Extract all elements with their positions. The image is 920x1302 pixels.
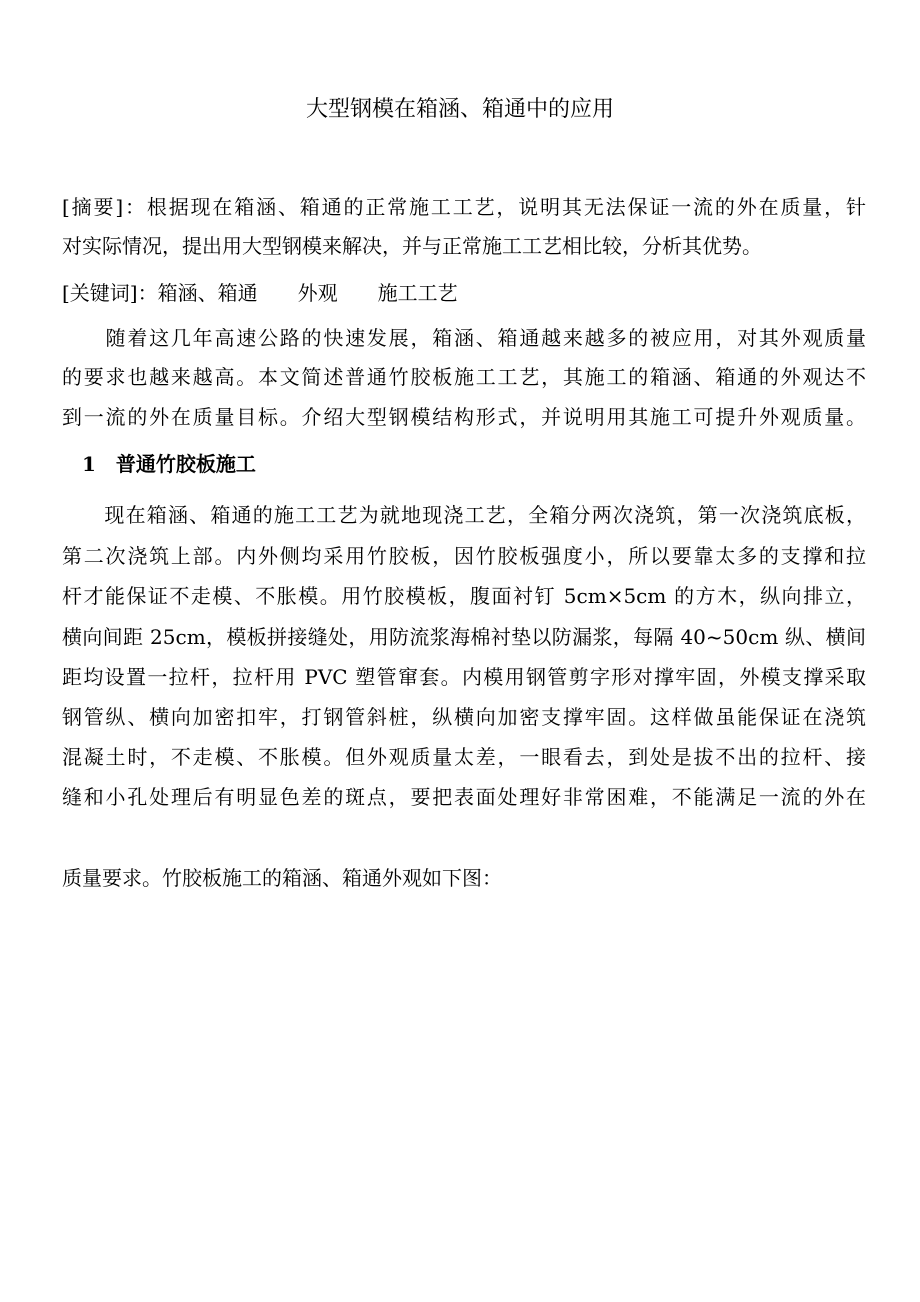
intro-line: 到一流的外在质量目标。介绍大型钢模结构形式，并说明用其施工可提升外观质量。 — [62, 405, 866, 429]
body-line: 距均设置一拉杆，拉杆用 PVC 塑管窜套。内模用钢管剪字形对撑牢固，外模支撑采取 — [62, 665, 866, 689]
body-line: 现在箱涵、箱通的施工工艺为就地现浇工艺，全箱分两次浇筑，第一次浇筑底板， — [62, 503, 866, 527]
section-heading: 1 普通竹胶板施工 — [62, 452, 256, 476]
abstract-line: [摘要]：根据现在箱涵、箱通的正常施工工艺，说明其无法保证一流的外在质量，针 — [62, 195, 866, 219]
body-line: 第二次浇筑上部。内外侧均采用竹胶板，因竹胶板强度小，所以要靠太多的支撑和拉 — [62, 544, 866, 568]
body-line: 缝和小孔处理后有明显色差的斑点，要把表面处理好非常困难，不能满足一流的外在 — [62, 785, 866, 809]
intro-line: 的要求也越来越高。本文简述普通竹胶板施工工艺，其施工的箱涵、箱通的外观达不 — [62, 365, 866, 389]
body-line: 混凝土时，不走模、不胀模。但外观质量太差，一眼看去，到处是拔不出的拉杆、接 — [62, 745, 866, 769]
body-line: 横向间距 25cm，模板拼接缝处，用防流浆海棉衬垫以防漏浆，每隔 40~50cm 纵、横间 — [62, 625, 866, 649]
abstract-line: 对实际情况，提出用大型钢模来解决，并与正常施工工艺相比较，分析其优势。 — [62, 234, 762, 258]
keywords-line: [关键词]：箱涵、箱通 外观 施工工艺 — [62, 281, 458, 305]
body-line: 钢管纵、横向加密扣牢，打钢管斜桩，纵横向加密支撑牢固。这样做虽能保证在浇筑 — [62, 705, 866, 729]
intro-line: 随着这几年高速公路的快速发展，箱涵、箱通越来越多的被应用，对其外观质量 — [62, 326, 866, 350]
document-title: 大型钢模在箱涵、箱通中的应用 — [305, 97, 614, 122]
body-line: 质量要求。竹胶板施工的箱涵、箱通外观如下图： — [62, 866, 502, 890]
body-line: 杆才能保证不走模、不胀模。用竹胶模板，腹面衬钉 5cm×5cm 的方木，纵向排立， — [62, 584, 866, 608]
